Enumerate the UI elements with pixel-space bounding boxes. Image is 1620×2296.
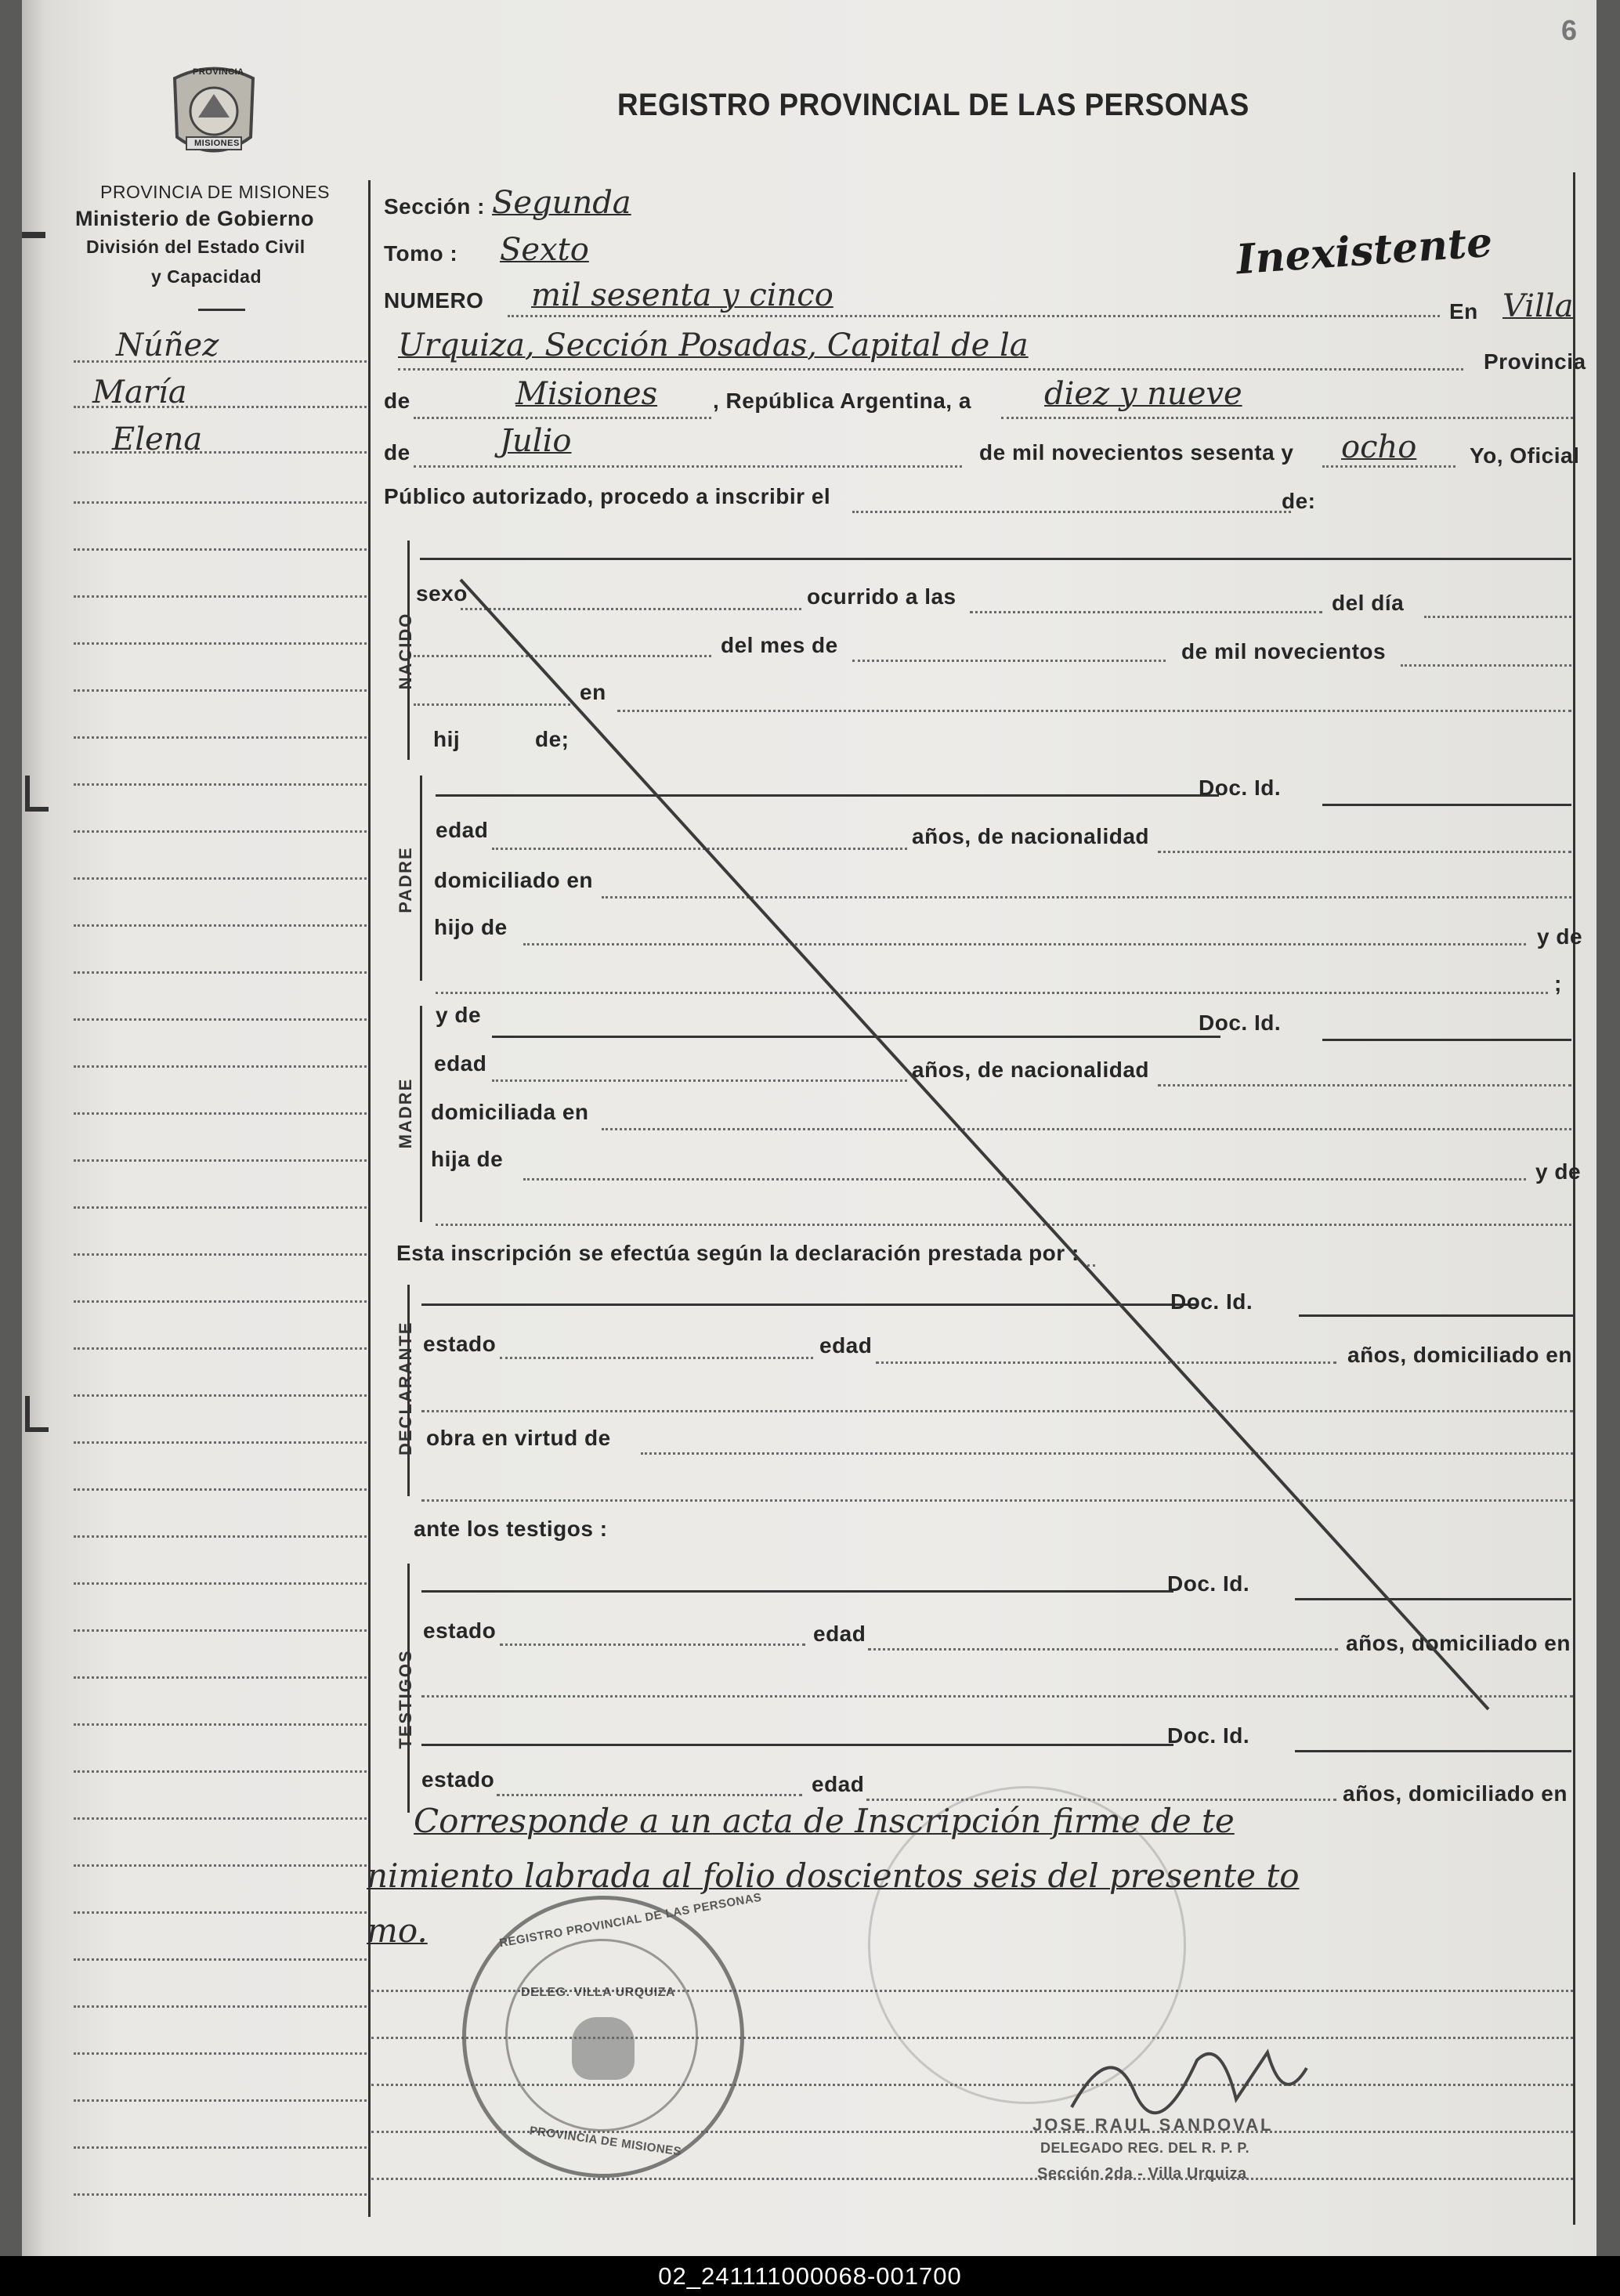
page-title: REGISTRO PROVINCIAL DE LAS PERSONAS: [617, 88, 1249, 122]
org-province: PROVINCIA DE MISIONES: [100, 182, 330, 202]
ocurrido-label: ocurrido a las: [807, 584, 956, 609]
tomo-value: Sexto: [500, 232, 589, 268]
hij-label: hij: [433, 727, 461, 751]
publico-label: Público autorizado, procedo a inscribir el: [384, 484, 831, 508]
tomo-label: Tomo :: [384, 241, 458, 266]
declarante-obra-label: obra en virtud de: [426, 1426, 611, 1450]
margin-name-1: Núñez: [116, 327, 219, 363]
declarante-intro: Esta inscripción se efectúa según la declaración prestada por :: [396, 1241, 1079, 1265]
nacido-side-label: NACIDO: [396, 612, 415, 690]
padre-anos-nac-label: años, de nacionalidad: [912, 824, 1150, 848]
numero-value: mil sesenta y cinco: [531, 277, 834, 313]
de-label: de: [384, 389, 410, 413]
corner-number: 6: [1561, 14, 1578, 46]
madre-hija-de-label: hija de: [431, 1147, 504, 1171]
org-capacidad: y Capacidad: [151, 266, 262, 287]
signature-title: DELEGADO REG. DEL R. P. P.: [1040, 2140, 1250, 2156]
binding-clip-mid: [25, 776, 49, 812]
seccion-value: Segunda: [492, 185, 631, 221]
provincia-label: Provincia: [1484, 349, 1586, 374]
signature-office: Sección 2da - Villa Urquiza: [1037, 2165, 1247, 2182]
padre-y-de-label: y de: [1537, 924, 1583, 949]
madre-domiciliada-label: domiciliada en: [431, 1100, 589, 1124]
testigo1-doc-label: Doc. Id.: [1167, 1571, 1250, 1596]
declarante-doc-label: Doc. Id.: [1170, 1289, 1253, 1314]
declarante-edad-label: edad: [819, 1333, 873, 1358]
madre-edad-label: edad: [434, 1051, 487, 1076]
hij-de-label: de;: [535, 727, 570, 751]
stamp-inner-text: DELEG. VILLA URQUIZA: [521, 1986, 675, 1999]
note-line-3: mo.: [367, 1911, 428, 1950]
margin-stamp-handwritten: Inexistente: [1235, 218, 1494, 284]
stamp-emblem: [572, 2017, 635, 2080]
seal-text-top: PROVINCIA: [193, 67, 244, 77]
padre-doc-label: Doc. Id.: [1199, 776, 1282, 800]
madre-anos-nac-label: años, de nacionalidad: [912, 1058, 1150, 1082]
mil-nov-label: de mil novecientos: [1181, 639, 1387, 663]
place-line-value: Urquiza, Sección Posadas, Capital de la: [398, 327, 1029, 363]
del-mes-label: del mes de: [721, 633, 838, 657]
testigo1-edad-label: edad: [813, 1622, 866, 1646]
binding-clip-low: [25, 1396, 49, 1432]
mes-value: Julio: [500, 423, 572, 459]
org-division: División del Estado Civil: [86, 237, 306, 257]
margin-name-3: Elena: [112, 421, 203, 457]
oficial-label: Yo, Oficial: [1470, 443, 1580, 468]
madre-y-de-label: y de: [436, 1003, 482, 1027]
declarante-side-label: DECLARANTE: [396, 1321, 415, 1455]
testigo2-edad-label: edad: [812, 1772, 865, 1796]
padre-domiciliado-label: domiciliado en: [434, 868, 594, 892]
en-value: Villa: [1502, 288, 1574, 324]
de2-label: de: [384, 440, 410, 465]
cancellation-diagonal: [22, 0, 1596, 2256]
mil-label: de mil novecientos sesenta y: [979, 440, 1294, 465]
anio-value: ocho: [1341, 429, 1417, 465]
binding-clip-top: [22, 232, 45, 238]
sexo-label: sexo: [416, 581, 468, 606]
del-dia-label: del día: [1332, 591, 1405, 615]
madre-y-de2-label: y de: [1535, 1159, 1582, 1184]
testigos-side-label: TESTIGOS: [396, 1649, 415, 1749]
padre-side-label: PADRE: [396, 846, 415, 913]
en-label: En: [1449, 299, 1478, 324]
seal-text-bottom: MISIONES: [194, 139, 240, 148]
republica-label: , República Argentina, a: [713, 389, 971, 413]
scan-id: 02_241111000068-001700: [658, 2262, 962, 2290]
declarante-anos-dom-label: años, domiciliado en: [1347, 1343, 1572, 1367]
testigo2-doc-label: Doc. Id.: [1167, 1723, 1250, 1748]
stamp-bottom-text: PROVINCIA DE MISIONES: [528, 2124, 683, 2159]
official-signature: [1064, 2021, 1314, 2131]
note-line-2: nimiento labrada al folio doscientos seis del presente to: [367, 1857, 1300, 1895]
provincia-value: Misiones: [515, 376, 658, 412]
seccion-label: Sección :: [384, 194, 485, 219]
padre-edad-label: edad: [436, 818, 489, 842]
testigo1-estado-label: estado: [423, 1618, 497, 1643]
testigo1-anos-dom-label: años, domiciliado en: [1346, 1631, 1571, 1655]
de-colon: de:: [1282, 489, 1316, 513]
testigo2-estado-label: estado: [421, 1767, 495, 1792]
dia-value: diez y nueve: [1044, 376, 1242, 412]
testigo2-anos-dom-label: años, domiciliado en: [1343, 1781, 1568, 1806]
testigos-intro: ante los testigos :: [414, 1517, 608, 1541]
padre-semicolon: ;: [1554, 971, 1562, 996]
en-label-nacido: en: [580, 680, 606, 704]
madre-doc-label: Doc. Id.: [1199, 1011, 1282, 1035]
margin-name-2: María: [92, 374, 187, 410]
org-ministry: Ministerio de Gobierno: [75, 207, 315, 230]
numero-label: NUMERO: [384, 288, 484, 313]
signature-name: JOSE RAUL SANDOVAL: [1032, 2115, 1274, 2135]
note-line-1: Corresponde a un acta de Inscripción firme de te: [414, 1802, 1235, 1840]
declarante-estado-label: estado: [423, 1332, 497, 1356]
madre-side-label: MADRE: [396, 1077, 415, 1149]
stamp-outer-text: REGISTRO PROVINCIAL DE LAS PERSONAS: [498, 1890, 763, 1951]
document-page: [22, 0, 1596, 2256]
scan-footer: [0, 2256, 1620, 2296]
official-stamp: [462, 1890, 763, 2178]
padre-hijo-de-label: hijo de: [434, 915, 508, 939]
